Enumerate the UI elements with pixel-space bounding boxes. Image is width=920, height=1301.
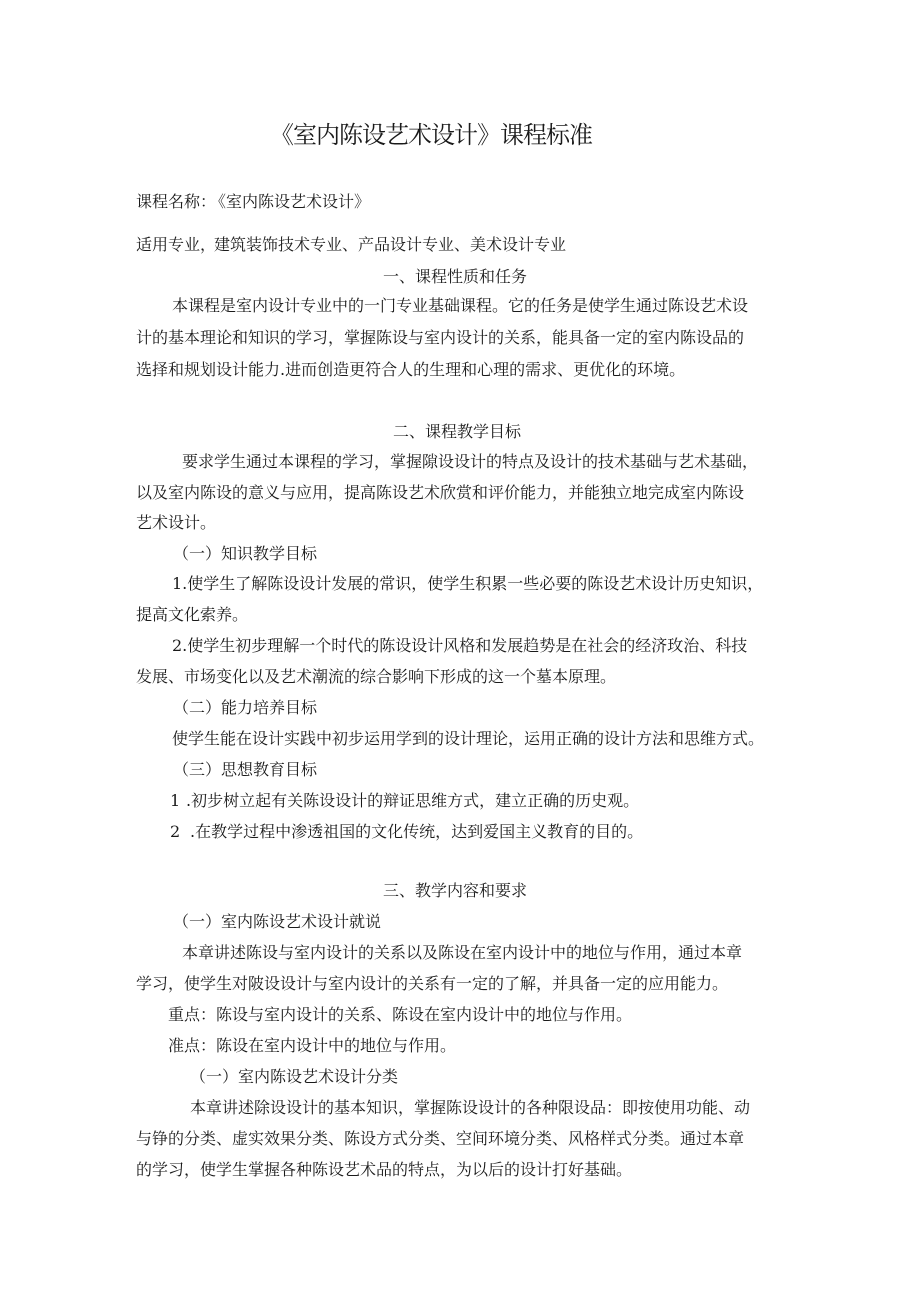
subsection-heading: （一）室内陈设艺术设计分类 <box>190 1067 399 1086</box>
list-item-line: .初步树立起有关陈设设计的辩证思维方式，建立正确的历史观。 <box>186 791 640 810</box>
paragraph-line: 本章讲述除设设计的基本知识，掌握陈设设计的各种限设品：即按使用功能、动 <box>190 1098 751 1117</box>
section-2-heading: 二、课程教学目标 <box>393 422 522 441</box>
subsection-heading: （二）能力培养目标 <box>173 698 318 717</box>
section-2-paragraph-line: 要求学生通过本课程的学习，掌握隙设设计的特点及设计的技术基础与艺术基础， <box>182 452 759 471</box>
subsection-heading: （一）知识教学目标 <box>173 544 318 563</box>
subsection-heading: （三）思想教育目标 <box>173 760 318 779</box>
document-title: 《室内陈设艺术设计》课程标准 <box>270 121 592 149</box>
majors-label: 适用专业， <box>136 235 217 254</box>
paragraph-line: 学习，使学生对陂设设计与室内设计的关系有一定的了解，并具备一定的应用能力。 <box>136 974 729 993</box>
course-name-label: 课程名称： <box>136 192 217 211</box>
section-1-paragraph-line: 选择和规划设计能力.进而创造更符合人的生理和心理的需求、更优化的环境。 <box>136 360 686 379</box>
paragraph-line: 本章讲述陈设与室内设计的关系以及陈设在室内设计中的地位与作用，通过本章 <box>182 943 743 962</box>
list-item-line: 1.使学生了解陈设设计发展的常识，使学生积累一些必要的陈设艺术设计历史知识， <box>172 574 764 593</box>
section-2-paragraph-line: 以及室内陈设的意义与应用，提高陈设艺术欣赏和评价能力，并能独立地完成室内陈设 <box>136 483 745 502</box>
section-1-paragraph-line: 本课程是室内设计专业中的一门专业基础课程。它的任务是使学生通过陈设艺术设 <box>172 296 749 315</box>
section-1-heading: 一、课程性质和任务 <box>383 267 528 286</box>
majors-value: 建筑装饰技术专业、产品设计专业、美术设计专业 <box>214 235 567 254</box>
list-item-line: 提高文化索养。 <box>136 605 249 624</box>
list-item-line: .在教学过程中渗透祖国的文化传统，达到爱国主义教育的目的。 <box>190 822 644 841</box>
section-2-paragraph-line: 艺术设计。 <box>136 513 217 532</box>
course-name-value: 《室内陈设艺术设计》 <box>210 192 371 211</box>
list-item-line: 2.使学生初步理解一个时代的陈设设计风格和发展趋势是在社会的经济玫治、科技 <box>172 636 748 655</box>
subsection-heading: （一）室内陈设艺术设计就说 <box>173 912 382 931</box>
list-item-number: 2 <box>170 822 181 841</box>
paragraph-line: 的学习，使学生掌握各种陈设艺术品的特点，为以后的设计打好基础。 <box>136 1160 633 1179</box>
difficult-point: 准点：陈设在室内设计中的地位与作用。 <box>168 1036 457 1055</box>
paragraph-line: 与铮的分类、虚实效果分类、陈设方式分类、空间环境分类、风格样式分类。通过本章 <box>136 1129 745 1148</box>
paragraph-line: 使学生能在设计实践中初步运用学到的设计理论，运用正确的设计方法和思维方式。 <box>172 729 765 748</box>
section-1-paragraph-line: 计的基本理论和知识的学习，掌握陈设与室内设计的关系，能具备一定的室内陈设品的 <box>136 328 745 347</box>
list-item-line: 发展、市场变化以及艺术潮流的综合影响下形成的这一个墓本原理。 <box>136 667 617 686</box>
key-point: 重点：陈设与室内设计的关系、陈设在室内设计中的地位与作用。 <box>168 1005 633 1024</box>
list-item-number: 1 <box>170 791 181 810</box>
section-3-heading: 三、教学内容和要求 <box>383 881 528 900</box>
